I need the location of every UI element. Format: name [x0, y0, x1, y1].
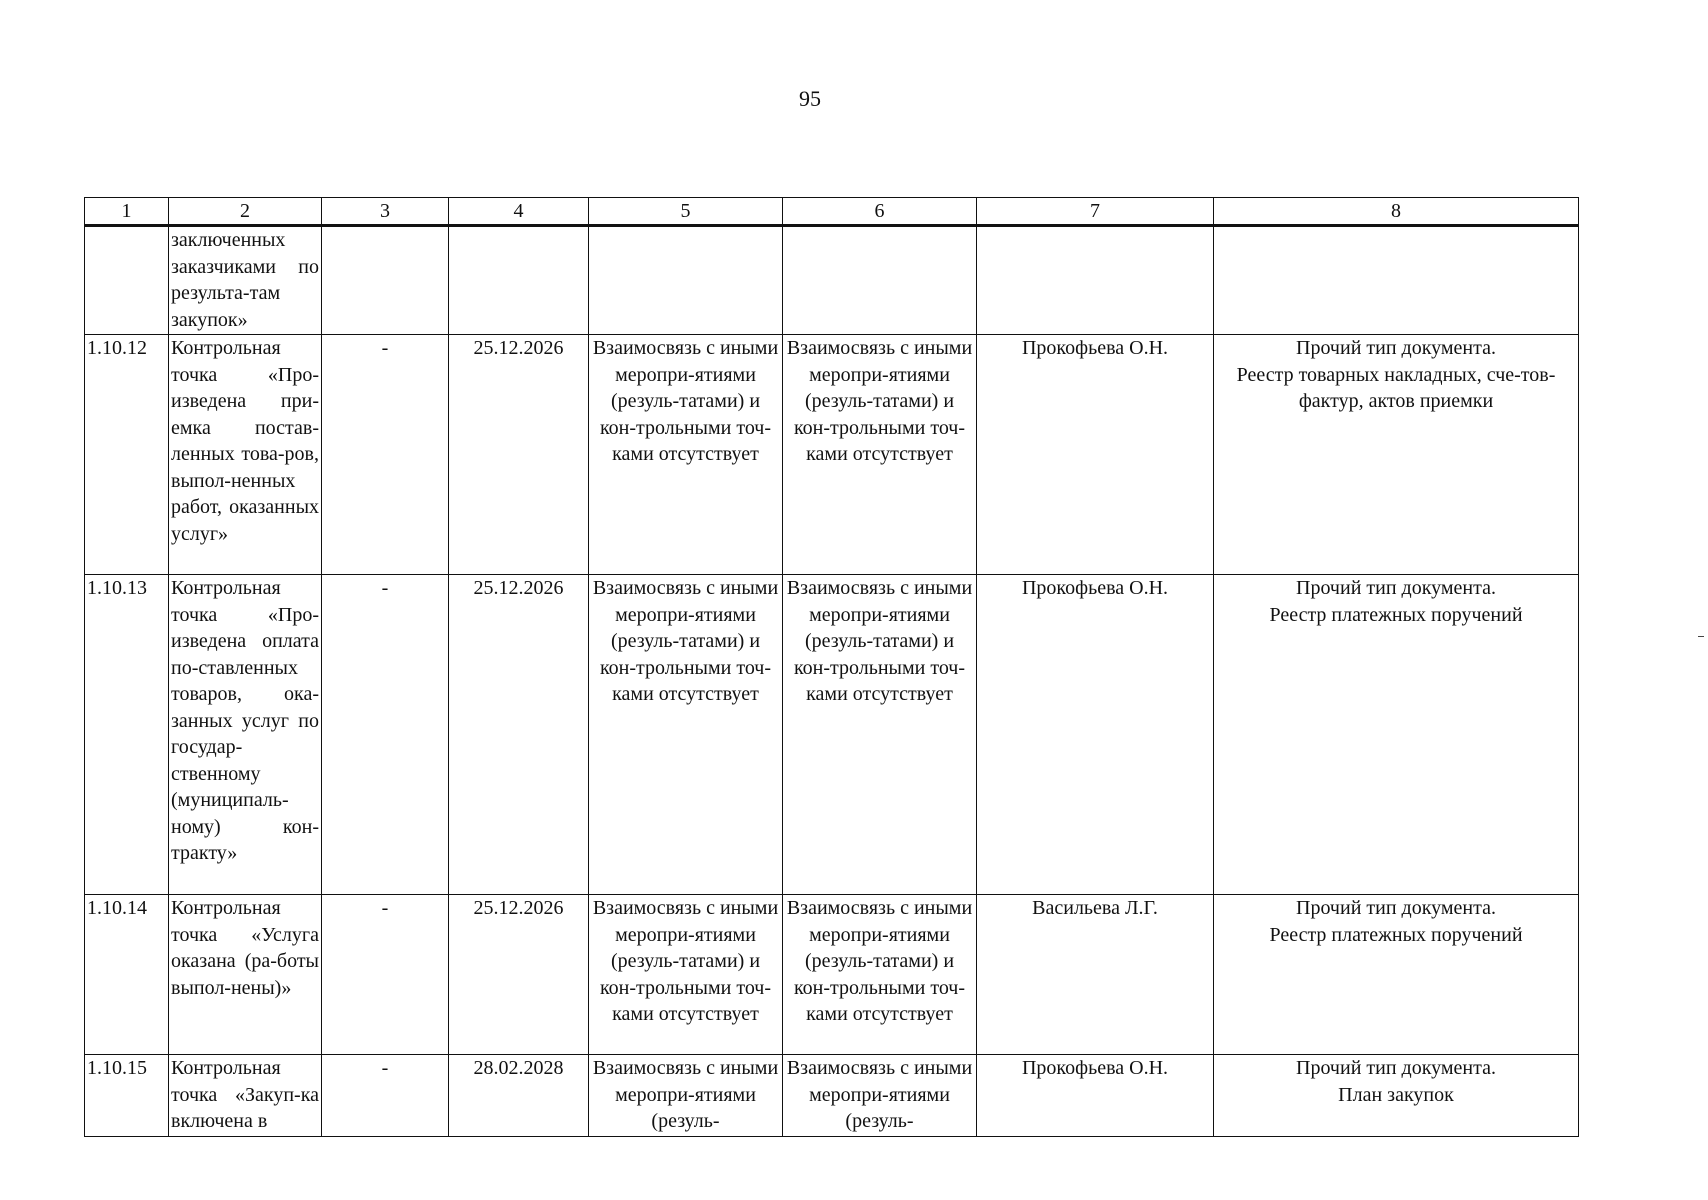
column-number-row [85, 198, 1579, 226]
document-type: Прочий тип документа. [1296, 897, 1496, 919]
relation-text: Взаимосвязь с иными меропри-ятиями (резуль-татами) и кон-трольными точ-ками отсутствует [783, 895, 977, 1055]
row-number: 1.10.12 [85, 335, 169, 575]
document-type: Прочий тип документа. [1296, 577, 1496, 599]
page-number: 95 [799, 86, 821, 111]
column-3-value [322, 226, 449, 335]
deadline-date: 25.12.2026 [449, 335, 589, 575]
relation-text: Взаимосвязь с иными меропри-ятиями (резуль-татами) и кон-трольными точ-ками отсутствует [783, 575, 977, 895]
column-header: 6 [783, 198, 977, 226]
row-number: 1.10.15 [85, 1055, 169, 1137]
control-point-name: заключенных заказчиками по результа-там закупок» [169, 226, 322, 335]
relation-text: Взаимосвязь с иными меропри-ятиями (резуль-татами) и кон-трольными точ-ками отсутствует [589, 575, 783, 895]
control-points-table [84, 197, 1579, 1137]
document-name: План закупок [1338, 1083, 1454, 1106]
relation-text [783, 226, 977, 335]
document-type: Прочий тип документа. [1296, 1057, 1496, 1079]
control-point-name: Контрольная точка «Про-изведена оплата по-ставленных товаров, ока-занных услуг по государ-ственному (муниципаль-ному) кон-тракту» [169, 575, 322, 895]
column-3-value: - [322, 1055, 449, 1137]
table-row [85, 1055, 1579, 1137]
table-row [85, 575, 1579, 895]
document-cell [1214, 575, 1579, 895]
column-3-value: - [322, 575, 449, 895]
column-3-value: - [322, 895, 449, 1055]
control-point-name: Контрольная точка «Про-изведена при-емка постав-ленных това-ров, выпол-ненных работ, оказанных услуг» [169, 335, 322, 575]
relation-text [589, 226, 783, 335]
responsible-person: Прокофьева О.Н. [977, 575, 1214, 895]
column-header: 3 [322, 198, 449, 226]
relation-text: Взаимосвязь с иными меропри-ятиями (резуль- [783, 1055, 977, 1137]
document-cell [1214, 335, 1579, 575]
responsible-person: Прокофьева О.Н. [977, 335, 1214, 575]
column-header: 4 [449, 198, 589, 226]
document-cell [1214, 226, 1579, 335]
row-number [85, 226, 169, 335]
responsible-person [977, 226, 1214, 335]
row-number: 1.10.13 [85, 575, 169, 895]
document-cell [1214, 895, 1579, 1055]
relation-text: Взаимосвязь с иными меропри-ятиями (резуль- [589, 1055, 783, 1137]
relation-text: Взаимосвязь с иными меропри-ятиями (резуль-татами) и кон-трольными точ-ками отсутствует [589, 335, 783, 575]
document-type: Прочий тип документа. [1296, 337, 1496, 359]
document-cell [1214, 1055, 1579, 1137]
column-header: 8 [1214, 198, 1579, 226]
document-name: Реестр платежных поручений [1269, 603, 1523, 626]
control-point-name: Контрольная точка «Закуп-ка включена в [169, 1055, 322, 1137]
deadline-date: 25.12.2026 [449, 895, 589, 1055]
column-header: 1 [85, 198, 169, 226]
relation-text: Взаимосвязь с иными меропри-ятиями (резуль-татами) и кон-трольными точ-ками отсутствует [589, 895, 783, 1055]
deadline-date [449, 226, 589, 335]
row-number: 1.10.14 [85, 895, 169, 1055]
column-3-value: - [322, 335, 449, 575]
responsible-person: Прокофьева О.Н. [977, 1055, 1214, 1137]
table-row [85, 226, 1579, 335]
table-row [85, 335, 1579, 575]
column-header: 5 [589, 198, 783, 226]
column-header: 2 [169, 198, 322, 226]
responsible-person: Васильева Л.Г. [977, 895, 1214, 1055]
relation-text: Взаимосвязь с иными меропри-ятиями (резуль-татами) и кон-трольными точ-ками отсутствует [783, 335, 977, 575]
document-name: Реестр товарных накладных, сче-тов-фактур, актов приемки [1236, 363, 1556, 412]
column-header: 7 [977, 198, 1214, 226]
control-point-name: Контрольная точка «Услуга оказана (ра-боты выпол-нены)» [169, 895, 322, 1055]
scan-mark [1698, 636, 1704, 637]
document-name: Реестр платежных поручений [1269, 923, 1523, 946]
table-row [85, 895, 1579, 1055]
deadline-date: 28.02.2028 [449, 1055, 589, 1137]
deadline-date: 25.12.2026 [449, 575, 589, 895]
